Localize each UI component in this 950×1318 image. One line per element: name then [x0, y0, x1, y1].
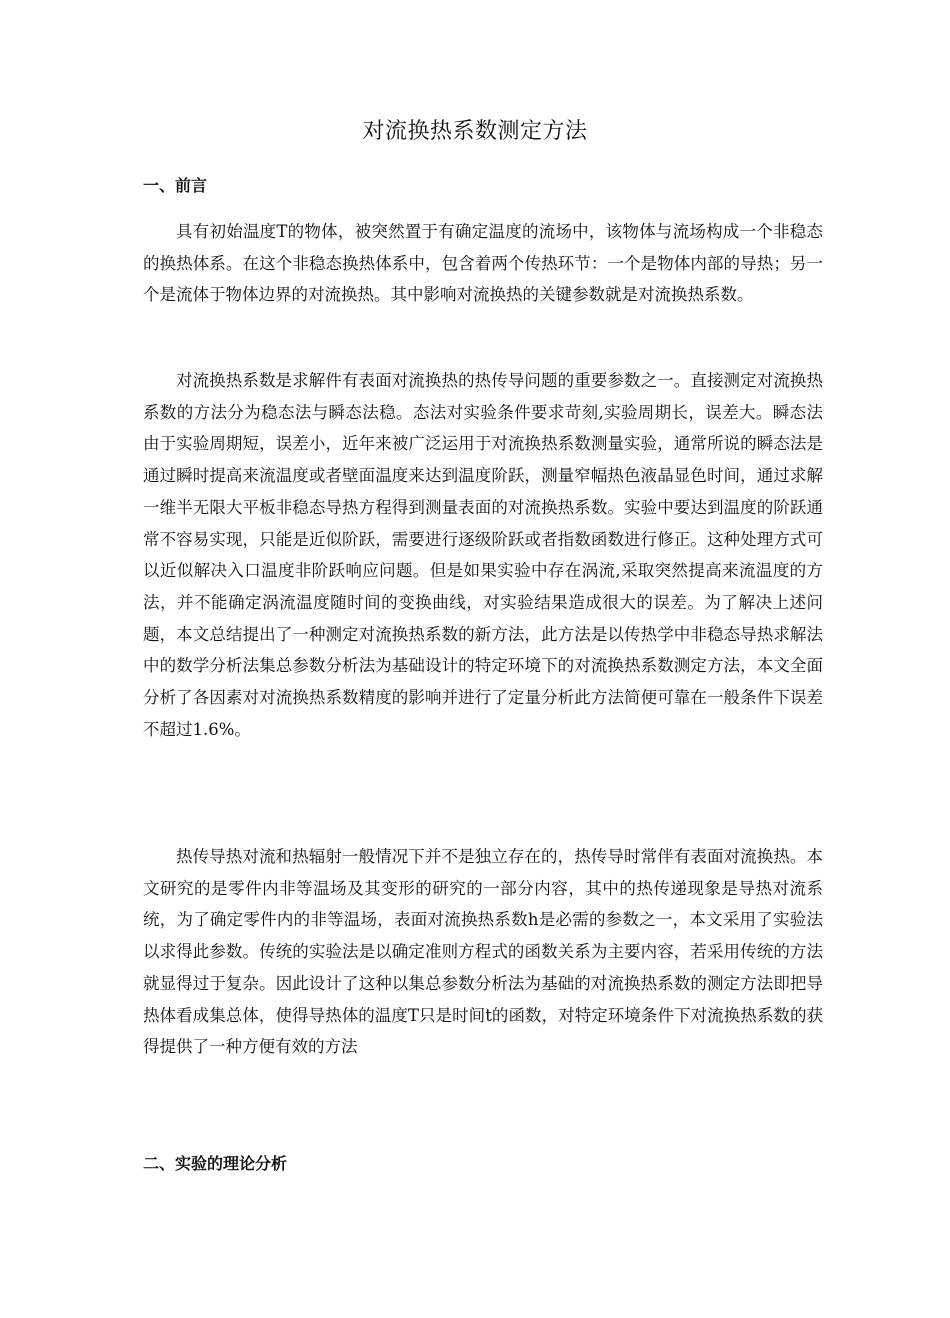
paragraph-2: 对流换热系数是求解件有表面对流换热的热传导问题的重要参数之一。直接测定对流换热系数的方法分为稳态法与瞬态法稳。态法对实验条件要求苛刻,实验周期长，误差大。瞬态法由于实验周期短，误差小，近年来被广泛运用于对流换热系数测量实验，通常所说的瞬态法是通过瞬时提高来流温度或者壁面温度来达到温度阶跃，测量窄幅热色液晶显色时间，通过求解一维半无限大平板非稳态导热方程得到测量表面的对流换热系数。实验中要达到温度的阶跃通常不容易实现，只能是近似阶跃，需要进行逐级阶跃或者指数函数进行修正。这种处理方式可以近似解决入口温度非阶跃响应问题。但是如果实验中存在涡流,采取突然提高来流温度的方法，并不能确定涡流温度随时间的变换曲线，对实验结果造成很大的误差。为了解决上述问题，本文总结提出了一种测定对流换热系数的新方法，此方法是以传热学中非稳态导热求解法中的数学分析法集总参数分析法为基础设计的特定环境下的对流换热系数测定方法，本文全面分析了各因素对对流换热系数精度的影响并进行了定量分析此方法简便可靠在一般条件下误差不超过1.6%。 [143, 371, 823, 739]
section-heading-theory: 二、实验的理论分析 [143, 1154, 288, 1173]
document-title: 对流换热系数测定方法 [362, 119, 588, 144]
section-heading-preface: 一、前言 [143, 176, 208, 195]
paragraph-1: 具有初始温度T的物体，被突然置于有确定温度的流场中，该物体与流场构成一个非稳态的换热体系。在这个非稳态换热体系中，包含着两个传热环节：一个是物体内部的导热；另一个是流体于物体边界的对流换热。其中影响对流换热的关键参数就是对流换热系数。 [143, 222, 823, 305]
paragraph-3: 热传导热对流和热辐射一般情况下并不是独立存在的，热传导时常伴有表面对流换热。本文研究的是零件内非等温场及其变形的研究的一部分内容，其中的热传递现象是导热对流系统，为了确定零件内的非等温场，表面对流换热系数h是必需的参数之一，本文采用了实验法以求得此参数。传统的实验法是以确定准则方程式的函数关系为主要内容，若采用传统的方法就显得过于复杂。因此设计了这种以集总参数分析法为基础的对流换热系数的测定方法即把导热体看成集总体，使得导热体的温度T只是时间t的函数，对特定环境条件下对流换热系数的获得提供了一种方便有效的方法 [143, 847, 823, 1057]
